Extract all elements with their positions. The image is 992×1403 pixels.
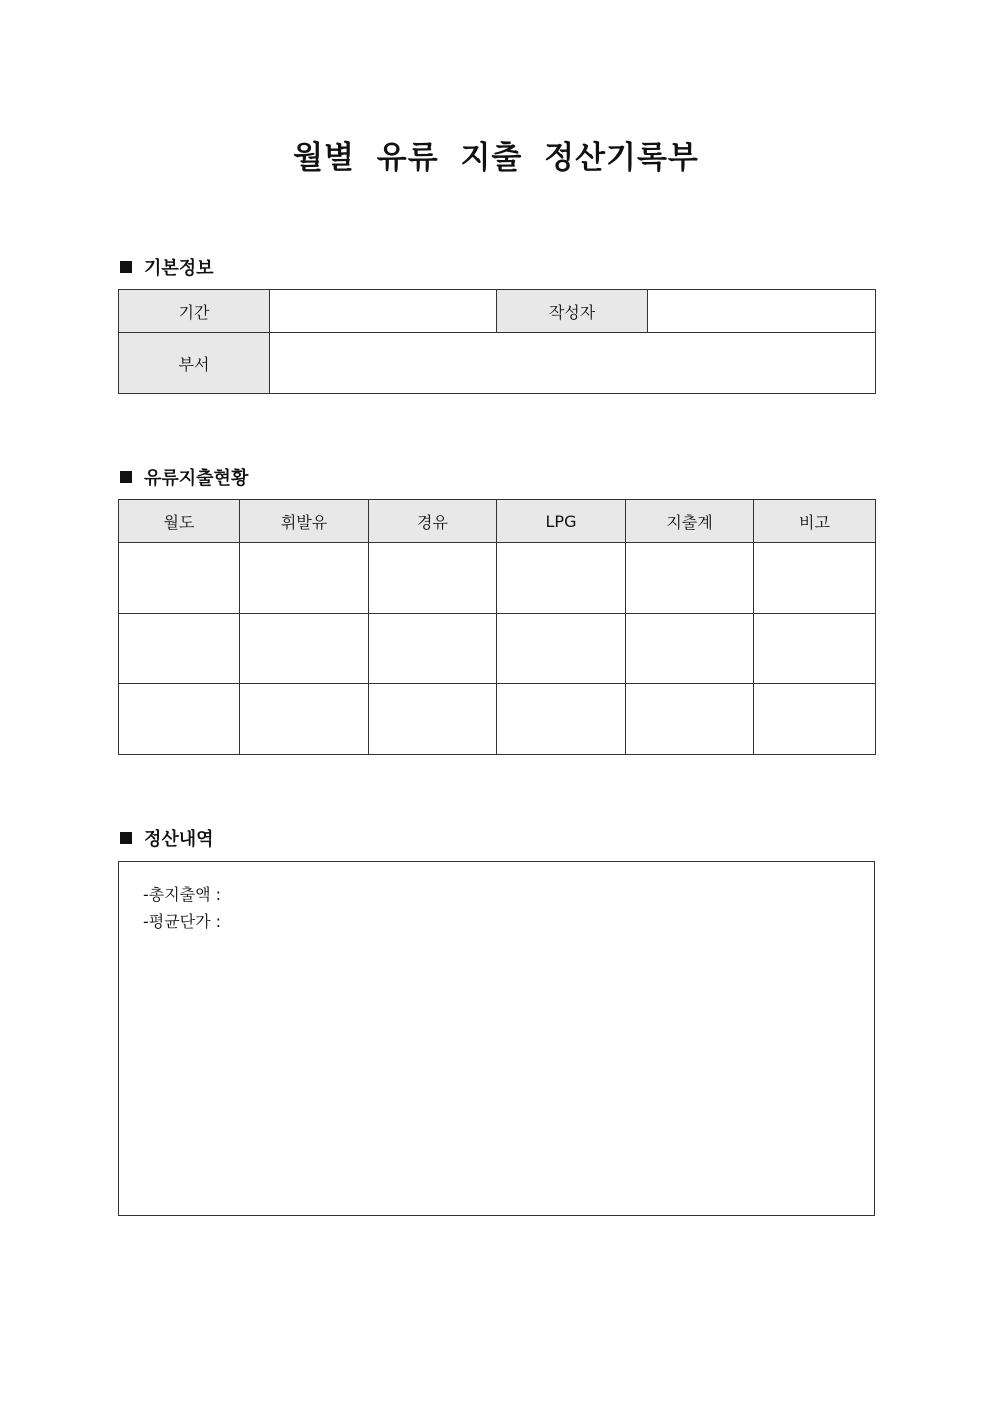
square-bullet-icon	[120, 471, 132, 483]
table-row	[119, 290, 876, 333]
lpg-cell[interactable]	[497, 614, 626, 684]
month-cell[interactable]	[119, 543, 240, 614]
square-bullet-icon	[120, 832, 132, 844]
section-basic-info	[120, 254, 214, 280]
department-field[interactable]	[270, 333, 876, 394]
total-expense-label: -총지출액 :	[143, 885, 222, 904]
note-cell[interactable]	[754, 614, 876, 684]
diesel-cell[interactable]	[369, 543, 497, 614]
table-header-row	[119, 500, 876, 543]
month-cell[interactable]	[119, 614, 240, 684]
section-settlement	[120, 825, 214, 851]
column-header-total: 지출계	[626, 500, 754, 543]
section-fuel-expense	[120, 464, 248, 490]
column-header-diesel: 경유	[369, 500, 497, 543]
gasoline-cell[interactable]	[240, 614, 369, 684]
column-header-lpg: LPG	[497, 500, 626, 543]
author-field[interactable]	[648, 290, 876, 333]
table-row	[119, 684, 876, 755]
table-row	[119, 333, 876, 394]
author-label: 작성자	[497, 290, 648, 333]
settlement-box[interactable]	[118, 861, 875, 1216]
department-label: 부서	[119, 333, 270, 394]
square-bullet-icon	[120, 261, 132, 273]
period-label: 기간	[119, 290, 270, 333]
average-price-label: -평균단가 :	[143, 912, 222, 931]
column-header-gasoline: 휘발유	[240, 500, 369, 543]
basic-info-table	[118, 289, 876, 394]
section-heading-settlement: 정산내역	[144, 829, 214, 850]
month-cell[interactable]	[119, 684, 240, 755]
diesel-cell[interactable]	[369, 614, 497, 684]
section-heading-fuel-expense: 유류지출현황	[144, 468, 249, 489]
section-heading-basic-info: 기본정보	[144, 258, 214, 279]
document-title: 월별 유류 지출 정산기록부	[293, 140, 699, 176]
total-cell[interactable]	[626, 543, 754, 614]
average-price-line	[143, 909, 221, 932]
column-header-month: 월도	[119, 500, 240, 543]
gasoline-cell[interactable]	[240, 543, 369, 614]
fuel-expense-table	[118, 499, 876, 755]
period-field[interactable]	[270, 290, 497, 333]
note-cell[interactable]	[754, 684, 876, 755]
total-cell[interactable]	[626, 614, 754, 684]
gasoline-cell[interactable]	[240, 684, 369, 755]
table-row	[119, 614, 876, 684]
table-row	[119, 543, 876, 614]
column-header-note: 비고	[754, 500, 876, 543]
diesel-cell[interactable]	[369, 684, 497, 755]
note-cell[interactable]	[754, 543, 876, 614]
lpg-cell[interactable]	[497, 543, 626, 614]
lpg-cell[interactable]	[497, 684, 626, 755]
total-cell[interactable]	[626, 684, 754, 755]
total-expense-line	[143, 882, 221, 905]
